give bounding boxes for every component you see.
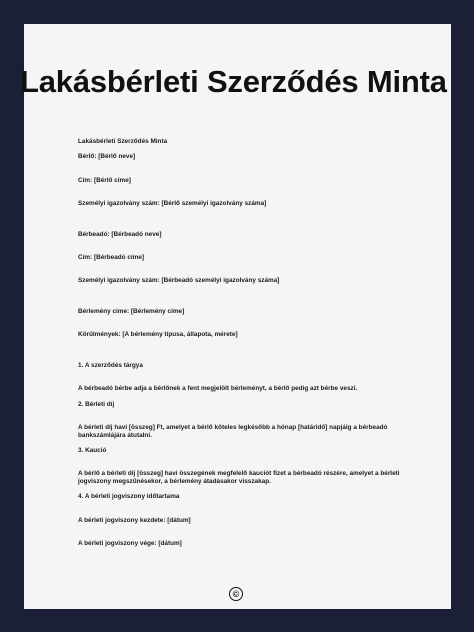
- section-4-heading: 4. A bérleti jogviszony időtartama: [78, 493, 180, 500]
- lease-end-line: A bérleti jogviszony vége: [dátum]: [78, 540, 182, 547]
- lease-start-line: A bérleti jogviszony kezdete: [dátum]: [78, 517, 191, 524]
- landlord-id-line: Személyi igazolvány szám: [Bérbeadó személyi igazolvány száma]: [78, 277, 280, 284]
- tenant-name-line: Bérlő: [Bérlő neve]: [78, 153, 136, 160]
- property-conditions-line: Körülmények: [A bérlemény típusa, állapota, mérete]: [78, 331, 238, 338]
- tenant-id-line: Személyi igazolvány szám: [Bérlő személyi igazolvány száma]: [78, 200, 267, 207]
- document-title: Lakásbérleti Szerződés Minta: [20, 64, 447, 99]
- section-2-text: A bérleti díj havi [összeg] Ft, amelyet a bérlő köteles legkésőbb a hónap [határidő] napjáig a bérbeadó bankszámlájára átutalni.: [78, 424, 388, 440]
- property-address-line: Bérlemény címe: [Bérlemény címe]: [78, 308, 185, 315]
- section-1-text: A bérbeadó bérbe adja a bérlőnek a fent megjelölt bérleményt, a bérlő pedig azt bérbe veszi.: [78, 385, 358, 392]
- section-1-heading: 1. A szerződés tárgya: [78, 362, 143, 369]
- landlord-address-line: Cím: [Bérbeadó címe]: [78, 254, 145, 261]
- doc-heading: Lakásbérleti Szerződés Minta: [78, 138, 168, 145]
- section-3-text: A bérlő a bérleti díj [összeg] havi összegének megfelelő kauciót fizet a bérbeadó részére, amelyet a bérleti jogviszony megszűnésekor, a bérlemény átadásakor visszakap.: [78, 470, 400, 486]
- tenant-address-line: Cím: [Bérlő címe]: [78, 177, 131, 184]
- section-2-heading: 2. Bérleti díj: [78, 401, 115, 408]
- landlord-name-line: Bérbeadó: [Bérbeadó neve]: [78, 231, 162, 238]
- section-3-heading: 3. Kaució: [78, 447, 107, 454]
- copyright-icon: ©: [229, 587, 243, 601]
